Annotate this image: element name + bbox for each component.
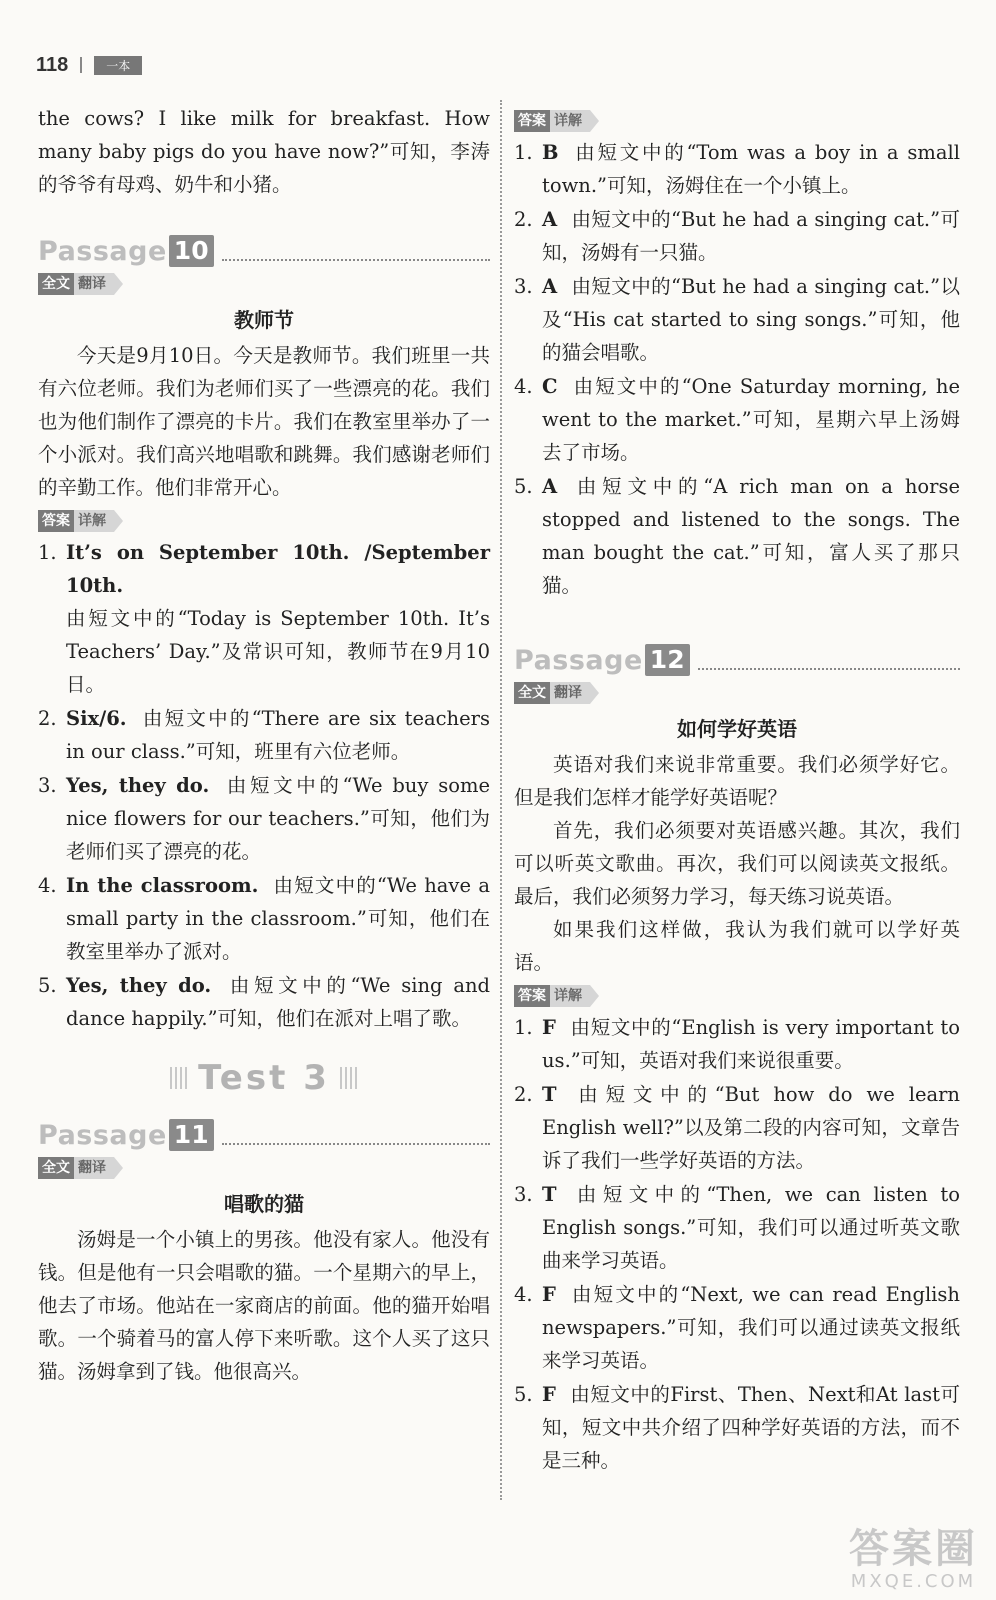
left-column bbox=[38, 102, 490, 1388]
answer-explanation: 由短文中的“We have a small party in the classroom.”可知，他们在教室里举办了派对。 bbox=[66, 874, 490, 963]
tag-secondary: 详解 bbox=[550, 985, 590, 1007]
answer-key: F bbox=[542, 1016, 556, 1039]
translation-tag bbox=[38, 273, 123, 295]
answer-key: In the classroom. bbox=[66, 874, 259, 897]
answer-key: T bbox=[542, 1183, 557, 1206]
answer-key: B bbox=[542, 141, 559, 164]
passage-number: 10 bbox=[169, 235, 214, 267]
answer-explanation: 由短文中的“A rich man on a horse stopped and listened to the songs. The man bought the cat.”可知，富人买了那只猫。 bbox=[542, 475, 960, 597]
answer-item bbox=[38, 869, 490, 968]
answer-explanation: 由短文中的“Tom was a boy in a small town.”可知，汤姆住在一个小镇上。 bbox=[542, 141, 960, 197]
answer-key: Yes, they do. bbox=[66, 974, 212, 997]
answer-number: 2. bbox=[514, 208, 533, 231]
answer-number: 5. bbox=[514, 1383, 533, 1406]
answer-item bbox=[514, 136, 960, 202]
passage-12-heading bbox=[514, 632, 960, 676]
dotted-rule bbox=[698, 668, 960, 670]
answer-number: 3. bbox=[514, 1183, 533, 1206]
passage-label: Passage bbox=[38, 236, 167, 267]
answer-item bbox=[514, 470, 960, 602]
answer-key: Six/6. bbox=[66, 707, 127, 730]
answer-number: 2. bbox=[514, 1083, 533, 1106]
passage-12-para-3: 如果我们这样做，我认为我们就可以学好英语。 bbox=[514, 918, 960, 974]
passage-label: Passage bbox=[38, 1120, 167, 1151]
tag-arrow-icon bbox=[590, 682, 599, 704]
answer-explanation: 由短文中的“But he had a singing cat.”以及“His cat started to sing songs.”可知，他的猫会唱歌。 bbox=[542, 275, 960, 364]
tag-primary: 全文 bbox=[38, 273, 74, 295]
answer-key: T bbox=[542, 1083, 557, 1106]
passage-label: Passage bbox=[514, 645, 643, 676]
dotted-rule bbox=[222, 259, 490, 261]
tag-primary: 答案 bbox=[514, 110, 550, 132]
answer-explanation: 由短文中的“English is very important to us.”可知，英语对我们来说很重要。 bbox=[542, 1016, 960, 1072]
answer-number: 4. bbox=[514, 375, 533, 398]
tag-arrow-icon bbox=[590, 985, 599, 1007]
passage-11-title: 唱歌的猫 bbox=[224, 1192, 304, 1216]
translation-tag bbox=[38, 1157, 123, 1179]
answer-item bbox=[514, 370, 960, 469]
tag-arrow-icon bbox=[114, 510, 123, 532]
right-column bbox=[514, 102, 960, 1478]
tag-arrow-icon bbox=[114, 1157, 123, 1179]
answer-tag bbox=[514, 110, 599, 132]
answer-explanation: 由短文中的“We buy some nice flowers for our teachers.”可知，他们为老师们买了漂亮的花。 bbox=[66, 774, 490, 863]
answer-item bbox=[514, 203, 960, 269]
tag-arrow-icon bbox=[590, 110, 599, 132]
watermark-main: 答案圈 bbox=[849, 1526, 978, 1572]
intro-text: the cows? I like milk for breakfast. How many baby pigs do you have now?”可知，李涛的爷爷有母鸡、奶牛和小猪。 bbox=[38, 107, 490, 196]
answer-item bbox=[38, 536, 490, 701]
answer-explanation: 由短文中的“Then, we can listen to English songs.”可知，我们可以通过听英文歌曲来学习英语。 bbox=[542, 1183, 960, 1272]
answer-explanation: 由短文中的“We sing and dance happily.”可知，他们在派对上唱了歌。 bbox=[66, 974, 490, 1030]
answer-explanation: 由短文中的“Next, we can read English newspapers.”可知，我们可以通过读英文报纸来学习英语。 bbox=[542, 1283, 960, 1372]
decor-bars-icon bbox=[340, 1067, 358, 1089]
answer-key: A bbox=[542, 275, 558, 298]
answer-number: 2. bbox=[38, 707, 57, 730]
answer-item bbox=[38, 969, 490, 1035]
answer-item bbox=[514, 1378, 960, 1477]
passage-10-text: 今天是9月10日。今天是教师节。我们班里一共有六位老师。我们为老师们买了一些漂亮的花。我们也为他们制作了漂亮的卡片。我们在教室里举办了一个小派对。我们高兴地唱歌和跳舞。我们感谢老师们的辛勤工作。他们非常开心。 bbox=[38, 344, 490, 499]
answer-number: 4. bbox=[514, 1283, 533, 1306]
answer-number: 3. bbox=[38, 774, 57, 797]
passage-number: 11 bbox=[169, 1119, 214, 1151]
answer-item bbox=[514, 1078, 960, 1177]
answer-explanation: 由短文中的“Today is September 10th. It’s Teachers’ Day.”及常识可知，教师节在9月10日。 bbox=[66, 607, 490, 696]
answer-key: F bbox=[542, 1383, 556, 1406]
dotted-rule bbox=[222, 1143, 490, 1145]
tag-arrow-icon bbox=[114, 273, 123, 295]
answer-explanation: 由短文中的“But how do we learn English well?”以及第二段的内容可知，文章告诉了我们一些学好英语的方法。 bbox=[542, 1083, 960, 1172]
page-header bbox=[36, 50, 142, 80]
answer-item bbox=[38, 702, 490, 768]
passage-10-answers bbox=[38, 536, 490, 1035]
answer-number: 4. bbox=[38, 874, 57, 897]
tag-secondary: 翻译 bbox=[74, 1157, 114, 1179]
translation-tag bbox=[514, 682, 599, 704]
tag-primary: 答案 bbox=[38, 510, 74, 532]
watermark-logo bbox=[849, 1527, 978, 1592]
passage-12-title: 如何学好英语 bbox=[677, 717, 797, 741]
passage-number: 12 bbox=[645, 644, 690, 676]
header-separator bbox=[80, 57, 82, 73]
answer-key: F bbox=[542, 1283, 556, 1306]
answer-key: C bbox=[542, 375, 558, 398]
answer-explanation: 由短文中的“But he had a singing cat.”可知，汤姆有一只猫。 bbox=[542, 208, 960, 264]
answer-number: 1. bbox=[38, 541, 57, 564]
answer-item bbox=[514, 1278, 960, 1377]
answer-explanation: 由短文中的“One Saturday morning, he went to the market.”可知，星期六早上汤姆去了市场。 bbox=[542, 375, 960, 464]
passage-10-heading bbox=[38, 223, 490, 267]
tag-secondary: 翻译 bbox=[74, 273, 114, 295]
answer-number: 1. bbox=[514, 1016, 533, 1039]
passage-12-answers bbox=[514, 1011, 960, 1477]
answer-item bbox=[514, 270, 960, 369]
tag-secondary: 详解 bbox=[550, 110, 590, 132]
tag-primary: 答案 bbox=[514, 985, 550, 1007]
answer-item bbox=[38, 769, 490, 868]
answer-item bbox=[514, 1178, 960, 1277]
answer-key: A bbox=[542, 208, 558, 231]
passage-11-heading bbox=[38, 1107, 490, 1151]
decor-bars-icon bbox=[170, 1067, 188, 1089]
tag-primary: 全文 bbox=[38, 1157, 74, 1179]
page-number: 118 bbox=[36, 53, 69, 76]
passage-11-text: 汤姆是一个小镇上的男孩。他没有家人。他没有钱。但是他有一只会唱歌的猫。一个星期六的早上，他去了市场。他站在一家商店的前面。他的猫开始唱歌。一个骑着马的富人停下来听歌。这个人买了这只猫。汤姆拿到了钱。他很高兴。 bbox=[38, 1228, 490, 1383]
answer-number: 5. bbox=[514, 475, 533, 498]
answer-explanation: 由短文中的“There are six teachers in our class.”可知，班里有六位老师。 bbox=[66, 707, 490, 763]
answer-tag bbox=[514, 985, 599, 1007]
answer-key: It’s on September 10th. /September 10th. bbox=[66, 541, 490, 597]
column-divider bbox=[500, 100, 502, 1500]
answer-number: 5. bbox=[38, 974, 57, 997]
answer-key: A bbox=[542, 475, 558, 498]
answer-number: 3. bbox=[514, 275, 533, 298]
passage-12-para-2: 首先，我们必须要对英语感兴趣。其次，我们可以听英文歌曲。再次，我们可以阅读英文报纸。最后，我们必须努力学习，每天练习说英语。 bbox=[514, 819, 960, 908]
answer-item bbox=[514, 1011, 960, 1077]
watermark-sub: MXQE.COM bbox=[850, 1571, 977, 1592]
book-tag: 一本 bbox=[94, 56, 142, 75]
answer-key: Yes, they do. bbox=[66, 774, 210, 797]
passage-12-para-1: 英语对我们来说非常重要。我们必须学好它。但是我们怎样才能学好英语呢？ bbox=[514, 753, 960, 809]
tag-secondary: 翻译 bbox=[550, 682, 590, 704]
answer-number: 1. bbox=[514, 141, 533, 164]
test-title: Test 3 bbox=[198, 1058, 330, 1098]
tag-primary: 全文 bbox=[514, 682, 550, 704]
passage-11-answers bbox=[514, 136, 960, 602]
tag-secondary: 详解 bbox=[74, 510, 114, 532]
answer-explanation: 由短文中的First、Then、Next和At last可知，短文中共介绍了四种学好英语的方法，而不是三种。 bbox=[542, 1383, 960, 1472]
answer-tag bbox=[38, 510, 123, 532]
test-heading bbox=[38, 1053, 490, 1103]
passage-10-title: 教师节 bbox=[234, 308, 294, 332]
